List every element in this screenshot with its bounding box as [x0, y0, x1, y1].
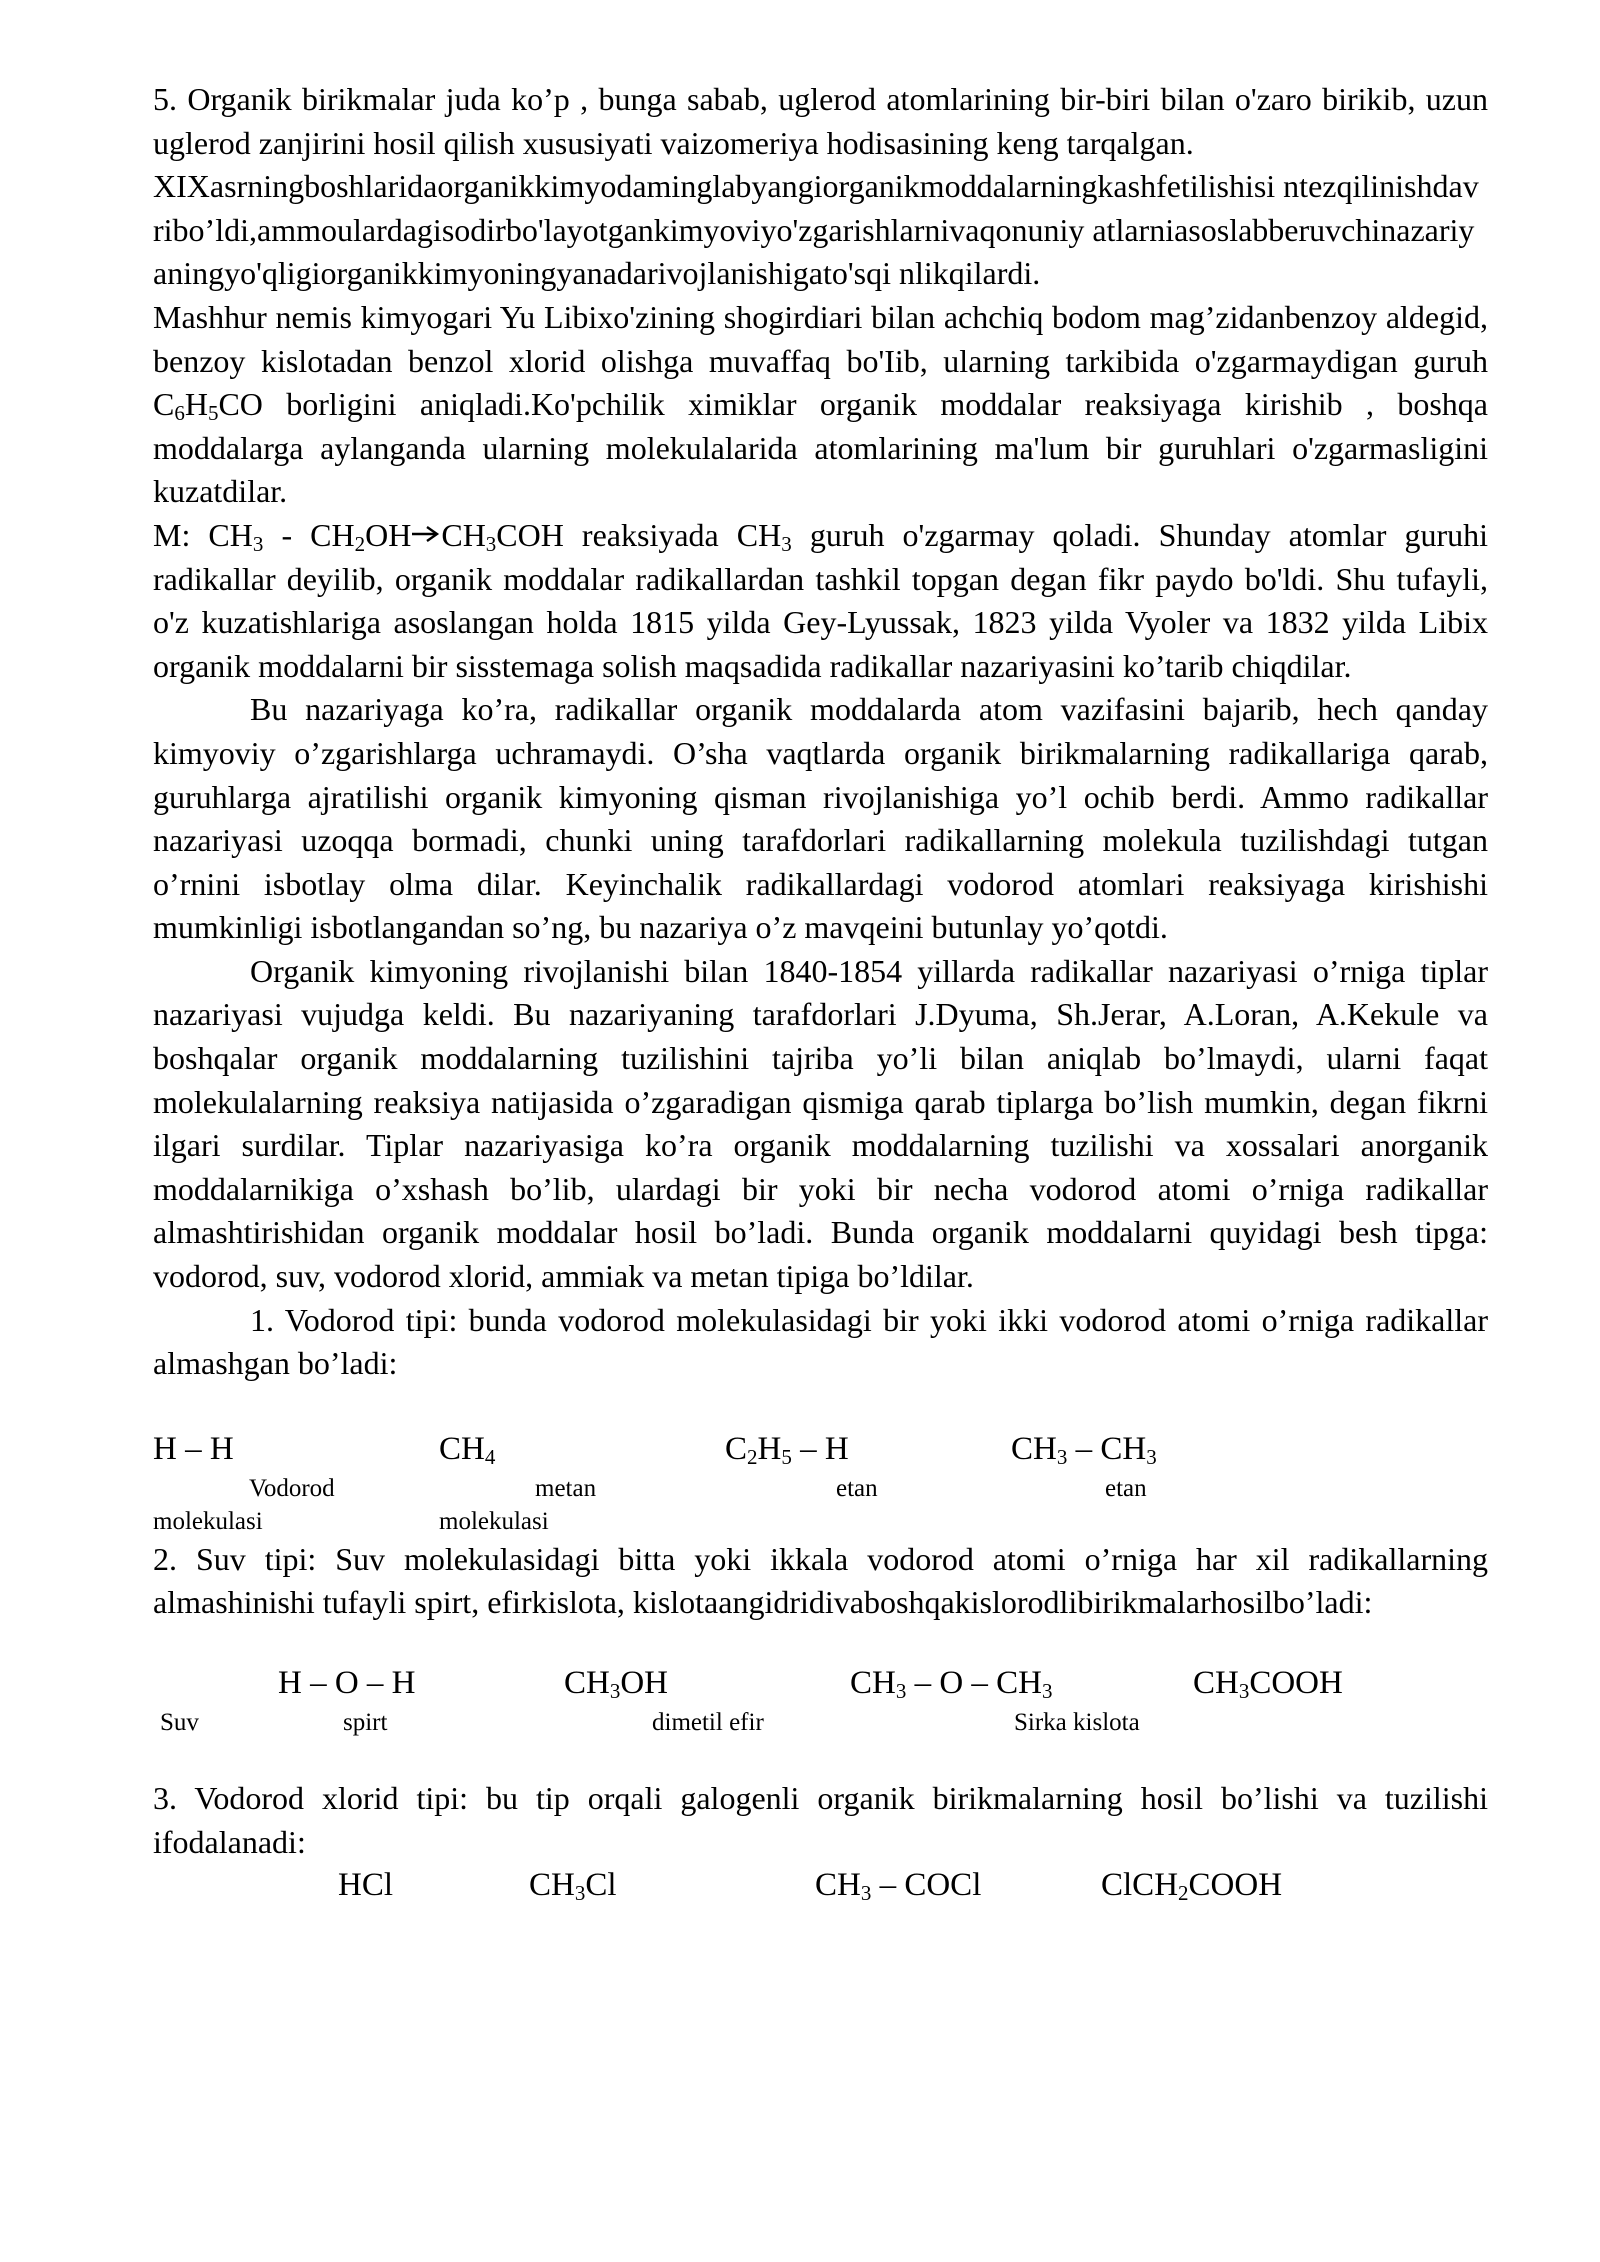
- text-run: C: [725, 1430, 748, 1467]
- right-arrow-icon: [411, 524, 441, 544]
- paragraph-libix: [153, 296, 1488, 514]
- formula-ethane: [1011, 1428, 1157, 1472]
- text-run: ClCH: [1101, 1867, 1179, 1904]
- formula-acetyl-chloride: [815, 1864, 981, 1908]
- spacer: [153, 1386, 1488, 1428]
- label-sirka-kislota: Sirka kislota: [1014, 1709, 1140, 1736]
- subscript: 3: [1146, 1444, 1157, 1469]
- text-run: CH: [815, 1867, 861, 1904]
- text-run: COOH: [1188, 1867, 1283, 1904]
- text-run: CH: [850, 1665, 896, 1701]
- subscript: 3: [1042, 1679, 1053, 1703]
- text-run: – H: [791, 1430, 849, 1467]
- water-type-formulas: [153, 1662, 1488, 1706]
- text-run: CH: [1193, 1665, 1239, 1701]
- text-run: OH: [620, 1665, 669, 1701]
- text-run: – CH: [1067, 1430, 1147, 1467]
- text-run: – COCl: [871, 1867, 982, 1904]
- formula-hcl: HCl: [338, 1867, 394, 1904]
- label-spirt: spirt: [343, 1709, 388, 1736]
- label-molekulasi: molekulasi: [153, 1507, 263, 1535]
- paragraph-intro: 5. Organik birikmalar juda ko’p , bunga sabab, uglerod atomlarining bir-biri bilan o'zaro birikib, uzun uglerod zanjirini hosil qilish xususiyati vaizomeriya hodisasining keng tarqalgan.: [153, 81, 1488, 161]
- subscript: 3: [860, 1881, 872, 1906]
- formula-acetic-acid: [1193, 1662, 1343, 1706]
- text-run: guruh o'zgarmay qoladi. Shunday atomlar guruhi radikallar deyilib, organik moddalar radikallardan tashkil topgan degan fikr paydo bo'ldi. Shu tufayli, o'z kuzatishlariga asoslangan holda 1815 yilda Gey-Lyussak, 1823 yilda Vyoler va 1832 yilda Libix organik moddalarni bir sisstemaga solish maqsadida radikallar nazariyasini ko’tarib chiqdilar.: [153, 516, 1489, 684]
- document-page: [153, 78, 1488, 1908]
- formula-dimethyl-ether: [850, 1662, 1053, 1706]
- formula-chloromethane: [529, 1864, 617, 1908]
- spacer: [153, 1625, 1488, 1662]
- subscript: 5: [781, 1444, 792, 1469]
- text-run: – O – CH: [906, 1665, 1043, 1701]
- text-run: COOH: [1249, 1665, 1343, 1701]
- subscript: 3: [485, 531, 497, 556]
- formula-h2: H – H: [153, 1430, 234, 1467]
- subscript: 3: [574, 1881, 586, 1906]
- text-run: H: [757, 1430, 782, 1467]
- subscript: 2: [747, 1444, 758, 1469]
- paragraph-water-type: 2. Suv tipi: Suv molekulasidagi bitta yoki ikkala vodorod atomi o’rniga har xil radikallarning almashinishi tufayli spirt, efirkislota, kislotaangidridivaboshqakislorodlibirikmalarhosilbo’ladi:: [153, 1540, 1488, 1621]
- hydrogen-type-labels-second: [153, 1505, 1488, 1538]
- label-etan: etan: [1105, 1474, 1147, 1502]
- text-run: Mashhur nemis kimyogari Yu Libixo'zining shogirdiari bilan achchiq bodom mag’zidanbenzoy aldegid, benzoy kislotadan benzol xlorid olishga muvaffaq bo'Iib, ularning tarkibida o'zgarmaydigan guruh C: [153, 298, 1488, 423]
- text-run: CH: [439, 1430, 485, 1467]
- subscript: 3: [1056, 1444, 1068, 1469]
- text-run: COH reaksiyada CH: [496, 516, 782, 553]
- subscript: 5: [207, 401, 219, 426]
- text-run: M: CH: [153, 516, 253, 553]
- text-run: CH: [529, 1867, 575, 1904]
- paragraph-xix-century: XIXasrningboshlaridaorganikkimyodaminglabyangiorganikmoddalarningkashfetilishisi ntezqilinishdavribo’ldi,ammoulardagisodirbo'layotgankimyoviyo'zgarishlarnivaqonuniy atlarniasoslabberuvchinazariyaningyo'qligiorganikkimyoningyanadarivojlanishigato'sqi nlikqilardi.: [153, 168, 1479, 292]
- text-run: CO borligini aniqladi.Ko'pchilik ximiklar organik moddalar reaksiyaga kirishib , boshqa moddalarga aylanganda ularning molekulalarida atomlarining ma'lum bir guruhlari o'zgarmasligini kuzatdilar.: [153, 386, 1488, 510]
- label-dimetil-efir: dimetil efir: [652, 1709, 764, 1736]
- paragraph-type-theory: Organik kimyoning rivojlanishi bilan 1840-1854 yillarda radikallar nazariyasi o’rniga tiplar nazariyasi vujudga keldi. Bu nazariyaning tarafdorlari J.Dyuma, Sh.Jerar, A.Loran, A.Kekule va boshqalar organik moddalarning tuzilishini tajriba yo’li bilan aniqlab bo’lmaydi, ularni faqat molekulalarning reaksiya natijasida o’zgaradigan qismiga qarab tiplarga bo’lish mumkin, degan fikrni ilgari surdilar. Tiplar nazariyasiga ko’ra organik moddalarning tuzilishi va xossalari anorganik moddalarnikiga o’xshash bo’lib, ulardagi bir yoki bir necha vodorod atomi o’rniga radikallar almashtirishidan organik moddalar hosil bo’ladi. Bunda organik moddalarni quyidagi besh tipga: vodorod, suv, vodorod xlorid, ammiak va metan tipiga bo’ldilar.: [153, 952, 1488, 1295]
- spacer: [153, 1739, 1488, 1777]
- paragraph-hydrogen-type: 1. Vodorod tipi: bunda vodorod molekulasidagi bir yoki ikki vodorod atomi o’rniga radikallar almashgan bo’ladi:: [153, 1301, 1488, 1382]
- label-suv: Suv: [160, 1709, 199, 1736]
- subscript: 3: [609, 1679, 621, 1703]
- water-type-labels: [153, 1706, 1488, 1739]
- text-run: CH: [564, 1665, 610, 1701]
- subscript: 2: [354, 531, 366, 556]
- subscript: 6: [174, 401, 185, 426]
- hydrogen-type-formulas: [153, 1428, 1488, 1472]
- formula-ch4: [439, 1428, 495, 1472]
- paragraph-reaction-example: [153, 514, 1488, 688]
- label-vodorod: Vodorod: [249, 1474, 335, 1502]
- subscript: 3: [781, 531, 792, 556]
- label-molekulasi: molekulasi: [439, 1507, 549, 1535]
- hydrogen-type-labels: [153, 1472, 1488, 1505]
- formula-water: H – O – H: [278, 1665, 416, 1701]
- label-metan: metan: [535, 1474, 597, 1502]
- text-run: - CH: [263, 516, 355, 553]
- paragraph-radical-theory: Bu nazariyaga ko’ra, radikallar organik moddalarda atom vazifasini bajarib, hech qanday kimyoviy o’zgarishlarga uchramaydi. O’sha vaqtlarda organik birikmalarning radikallariga qarab, guruhlarga ajratilishi organik kimyoning qisman rivojlanishiga yo’l ochib berdi. Ammo radikallar nazariyasi uzoqqa bormadi, chunki uning tarafdorlari radikallarning molekula tuzilishdagi tutgan o’rnini isbotlay olma dilar. Keyinchalik radikallardagi vodorod atomlari reaksiyaga kirishishi mumkinligi isbotlangandan so’ng, bu nazariya o’z mavqeini butunlay yo’qotdi.: [153, 691, 1488, 946]
- text-run: H: [184, 386, 208, 423]
- formula-methanol: [564, 1662, 668, 1706]
- formula-c2h5h: [725, 1428, 849, 1472]
- text-run: CH: [1011, 1430, 1057, 1467]
- subscript: 4: [484, 1444, 496, 1469]
- formula-chloroacetic-acid: [1101, 1864, 1282, 1908]
- text-run: OH: [365, 516, 412, 553]
- subscript: 3: [1238, 1679, 1250, 1703]
- text-run: CH: [441, 516, 486, 553]
- hydrogen-chloride-type-formulas: [153, 1864, 1488, 1908]
- paragraph-hydrogen-chloride-type: 3. Vodorod xlorid tipi: bu tip orqali galogenli organik birikmalarning hosil bo’lishi va tuzilishi ifodalanadi:: [153, 1780, 1488, 1860]
- subscript: 2: [1178, 1881, 1189, 1906]
- text-run: Cl: [585, 1867, 617, 1904]
- subscript: 3: [895, 1679, 907, 1703]
- subscript: 3: [252, 531, 264, 556]
- label-etan: etan: [836, 1474, 878, 1502]
